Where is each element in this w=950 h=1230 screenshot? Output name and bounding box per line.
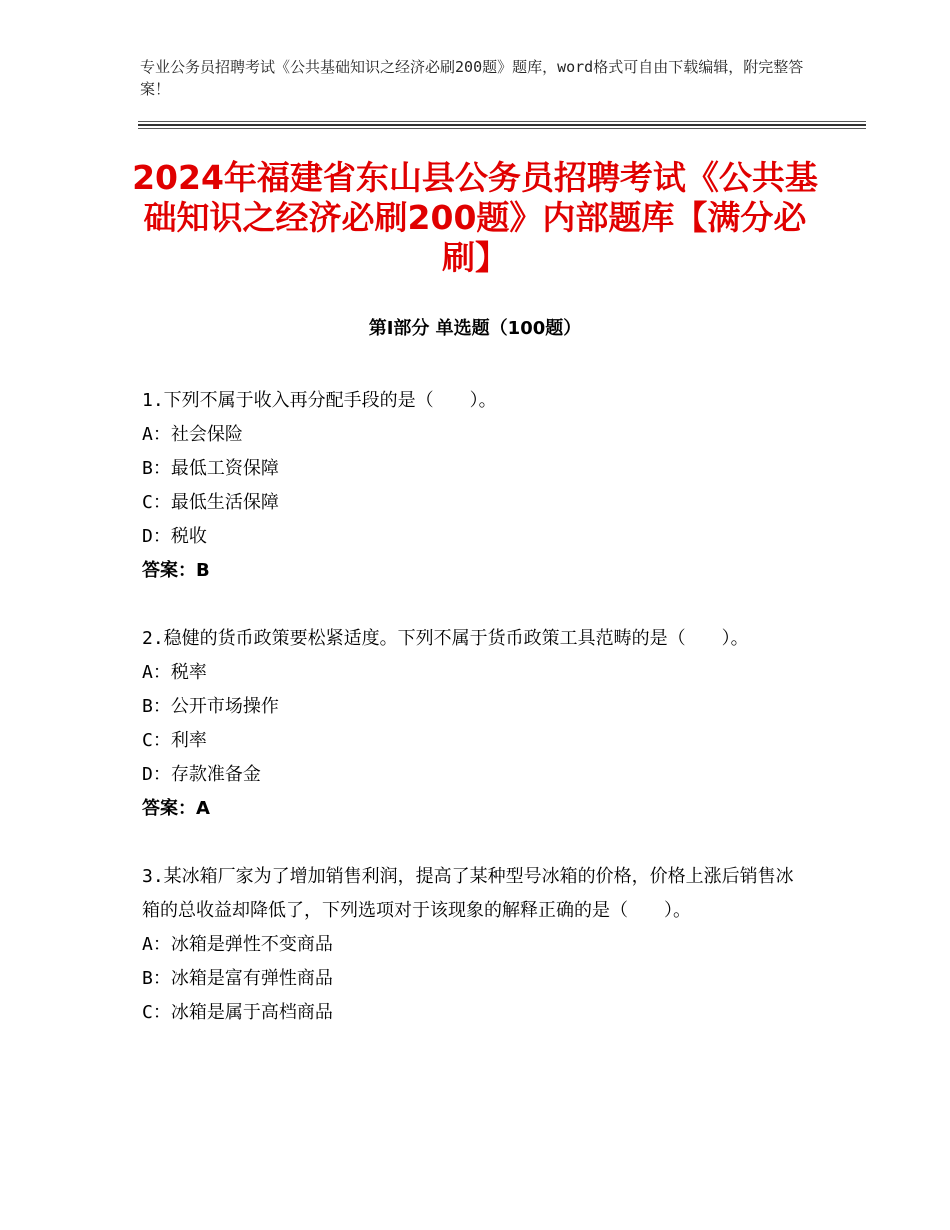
question-list <box>142 384 802 1030</box>
option-c: C：利率 <box>142 730 207 751</box>
option-d: D：存款准备金 <box>142 764 261 785</box>
answer: 答案：A <box>142 798 210 819</box>
header-rule-middle <box>138 124 866 126</box>
question-3 <box>142 860 802 1030</box>
header-note: 专业公务员招聘考试《公共基础知识之经济必刷200题》题库，word格式可自由下载编辑，附完整答案！ <box>140 58 804 98</box>
question-stem: 1.下列不属于收入再分配手段的是（ ）。 <box>142 390 497 411</box>
question-1 <box>142 384 802 588</box>
option-b: B：公开市场操作 <box>142 696 279 717</box>
option-a: A：税率 <box>142 662 207 683</box>
option-a: A：冰箱是弹性不变商品 <box>142 934 333 955</box>
option-b: B：最低工资保障 <box>142 458 279 479</box>
answer: 答案：B <box>142 560 210 581</box>
spacer <box>142 826 802 860</box>
option-c: C：最低生活保障 <box>142 492 279 513</box>
question-2 <box>142 622 802 826</box>
option-d: D：税收 <box>142 526 207 547</box>
option-b: B：冰箱是富有弹性商品 <box>142 968 333 989</box>
document-title: 2024年福建省东山县公务员招聘考试《公共基础知识之经济必刷200题》内部题库【满分必刷】 <box>132 158 818 277</box>
option-c: C：冰箱是属于高档商品 <box>142 1002 333 1023</box>
question-stem: 2.稳健的货币政策要松紧适度。下列不属于货币政策工具范畴的是（ ）。 <box>142 628 749 649</box>
spacer <box>142 588 802 622</box>
question-stem: 3.某冰箱厂家为了增加销售利润，提高了某种型号冰箱的价格，价格上涨后销售冰箱的总收益却降低了，下列选项对于该现象的解释正确的是（ ）。 <box>142 866 794 921</box>
option-a: A：社会保险 <box>142 424 243 445</box>
header-rule-top <box>138 121 866 122</box>
header-rule-bottom <box>138 128 866 129</box>
section-title: 第Ⅰ部分 单选题（100题） <box>368 318 582 339</box>
